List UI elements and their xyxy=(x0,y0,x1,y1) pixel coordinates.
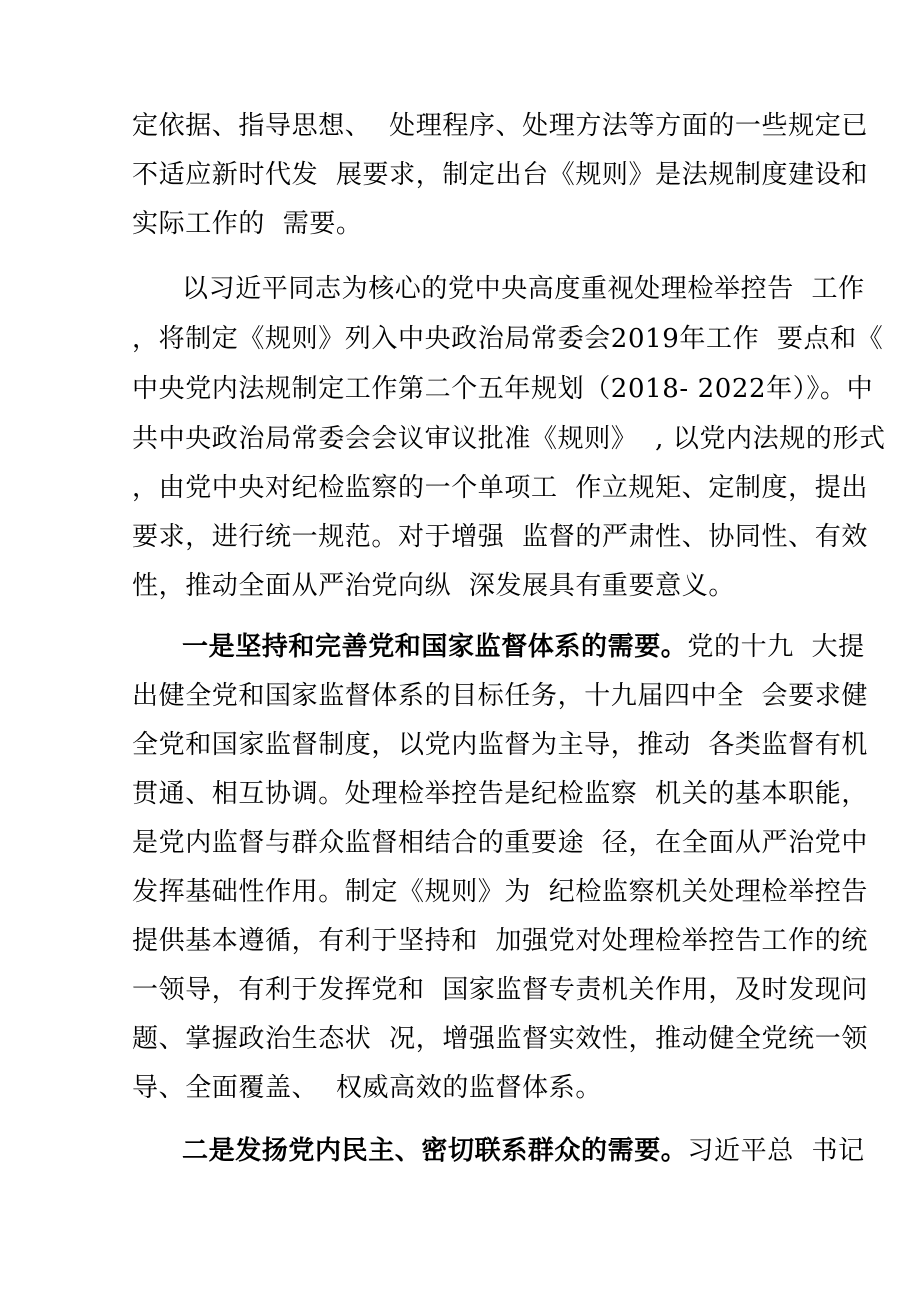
paragraph-2-line-2: ，将制定《规则》列入中央政治局常委会2019年工作 要点和《 xyxy=(132,324,884,354)
paragraph-3-line-2: 出健全党和国家监督体系的目标任务，十九届四中全 会要求健 xyxy=(132,681,868,711)
paragraph-3-line-7: 提供基本遵循，有利于坚持和 加强党对处理检举控告工作的统 xyxy=(132,926,868,956)
paragraph-3-heading: 一是坚持和完善党和国家监督体系的需要。 xyxy=(182,632,688,662)
paragraph-3-line-9: 题、掌握政治生态状 况，增强监督实效性，推动健全党统一领 xyxy=(132,1024,868,1054)
paragraph-1-line-1: 定依据、指导思想、 处理程序、处理方法等方面的一些规定已 xyxy=(132,111,868,141)
paragraph-3-line-1-rest: 党的十九 大提 xyxy=(687,632,865,662)
paragraph-3-line-4: 贯通、相互协调。处理检举控告是纪检监察 机关的基本职能， xyxy=(132,779,868,809)
paragraph-3-line-8: 一领导，有利于发挥党和 国家监督专责机关作用，及时发现问 xyxy=(132,975,868,1005)
paragraph-4-line-1-rest: 习近平总 书记 xyxy=(687,1136,865,1166)
paragraph-3-line-3: 全党和国家监督制度，以党内监督为主导，推动 各类监督有机 xyxy=(132,730,868,760)
paragraph-3-line-10: 导、全面覆盖、 权威高效的监督体系。 xyxy=(132,1073,602,1103)
paragraph-1-line-2: 不适应新时代发 展要求，制定出台《规则》是法规制度建设和 xyxy=(132,160,868,190)
paragraph-4-heading: 二是发扬党内民主、密切联系群众的需要。 xyxy=(182,1136,688,1166)
paragraph-2-line-4: 共中央政治局常委会会议审议批准《规则》 , 以党内法规的形式 xyxy=(132,424,886,454)
paragraph-2-line-1: 以习近平同志为核心的党中央高度重视处理检举控告 工作 xyxy=(182,274,865,304)
paragraph-2-line-7: 性，推动全面从严治党向纵 深发展具有重要意义。 xyxy=(132,571,735,601)
paragraph-2-line-5: ，由党中央对纪检监察的一个单项工 作立规矩、定制度，提出 xyxy=(132,473,868,503)
paragraph-1-line-3: 实际工作的 需要。 xyxy=(132,209,363,239)
paragraph-3-line-1 xyxy=(182,627,920,667)
paragraph-4-line-1 xyxy=(182,1131,920,1171)
paragraph-2-line-6: 要求，进行统一规范。对于增强 监督的严肃性、协同性、有效 xyxy=(132,522,868,552)
paragraph-2-line-3: 中央党内法规制定工作第二个五年规划（2018- 2022年）》。中 xyxy=(132,374,874,404)
paragraph-3-line-5: 是党内监督与群众监督相结合的重要途 径，在全面从严治党中 xyxy=(132,828,868,858)
paragraph-3-line-6: 发挥基础性作用。制定《规则》为 纪检监察机关处理检举控告 xyxy=(132,877,868,907)
